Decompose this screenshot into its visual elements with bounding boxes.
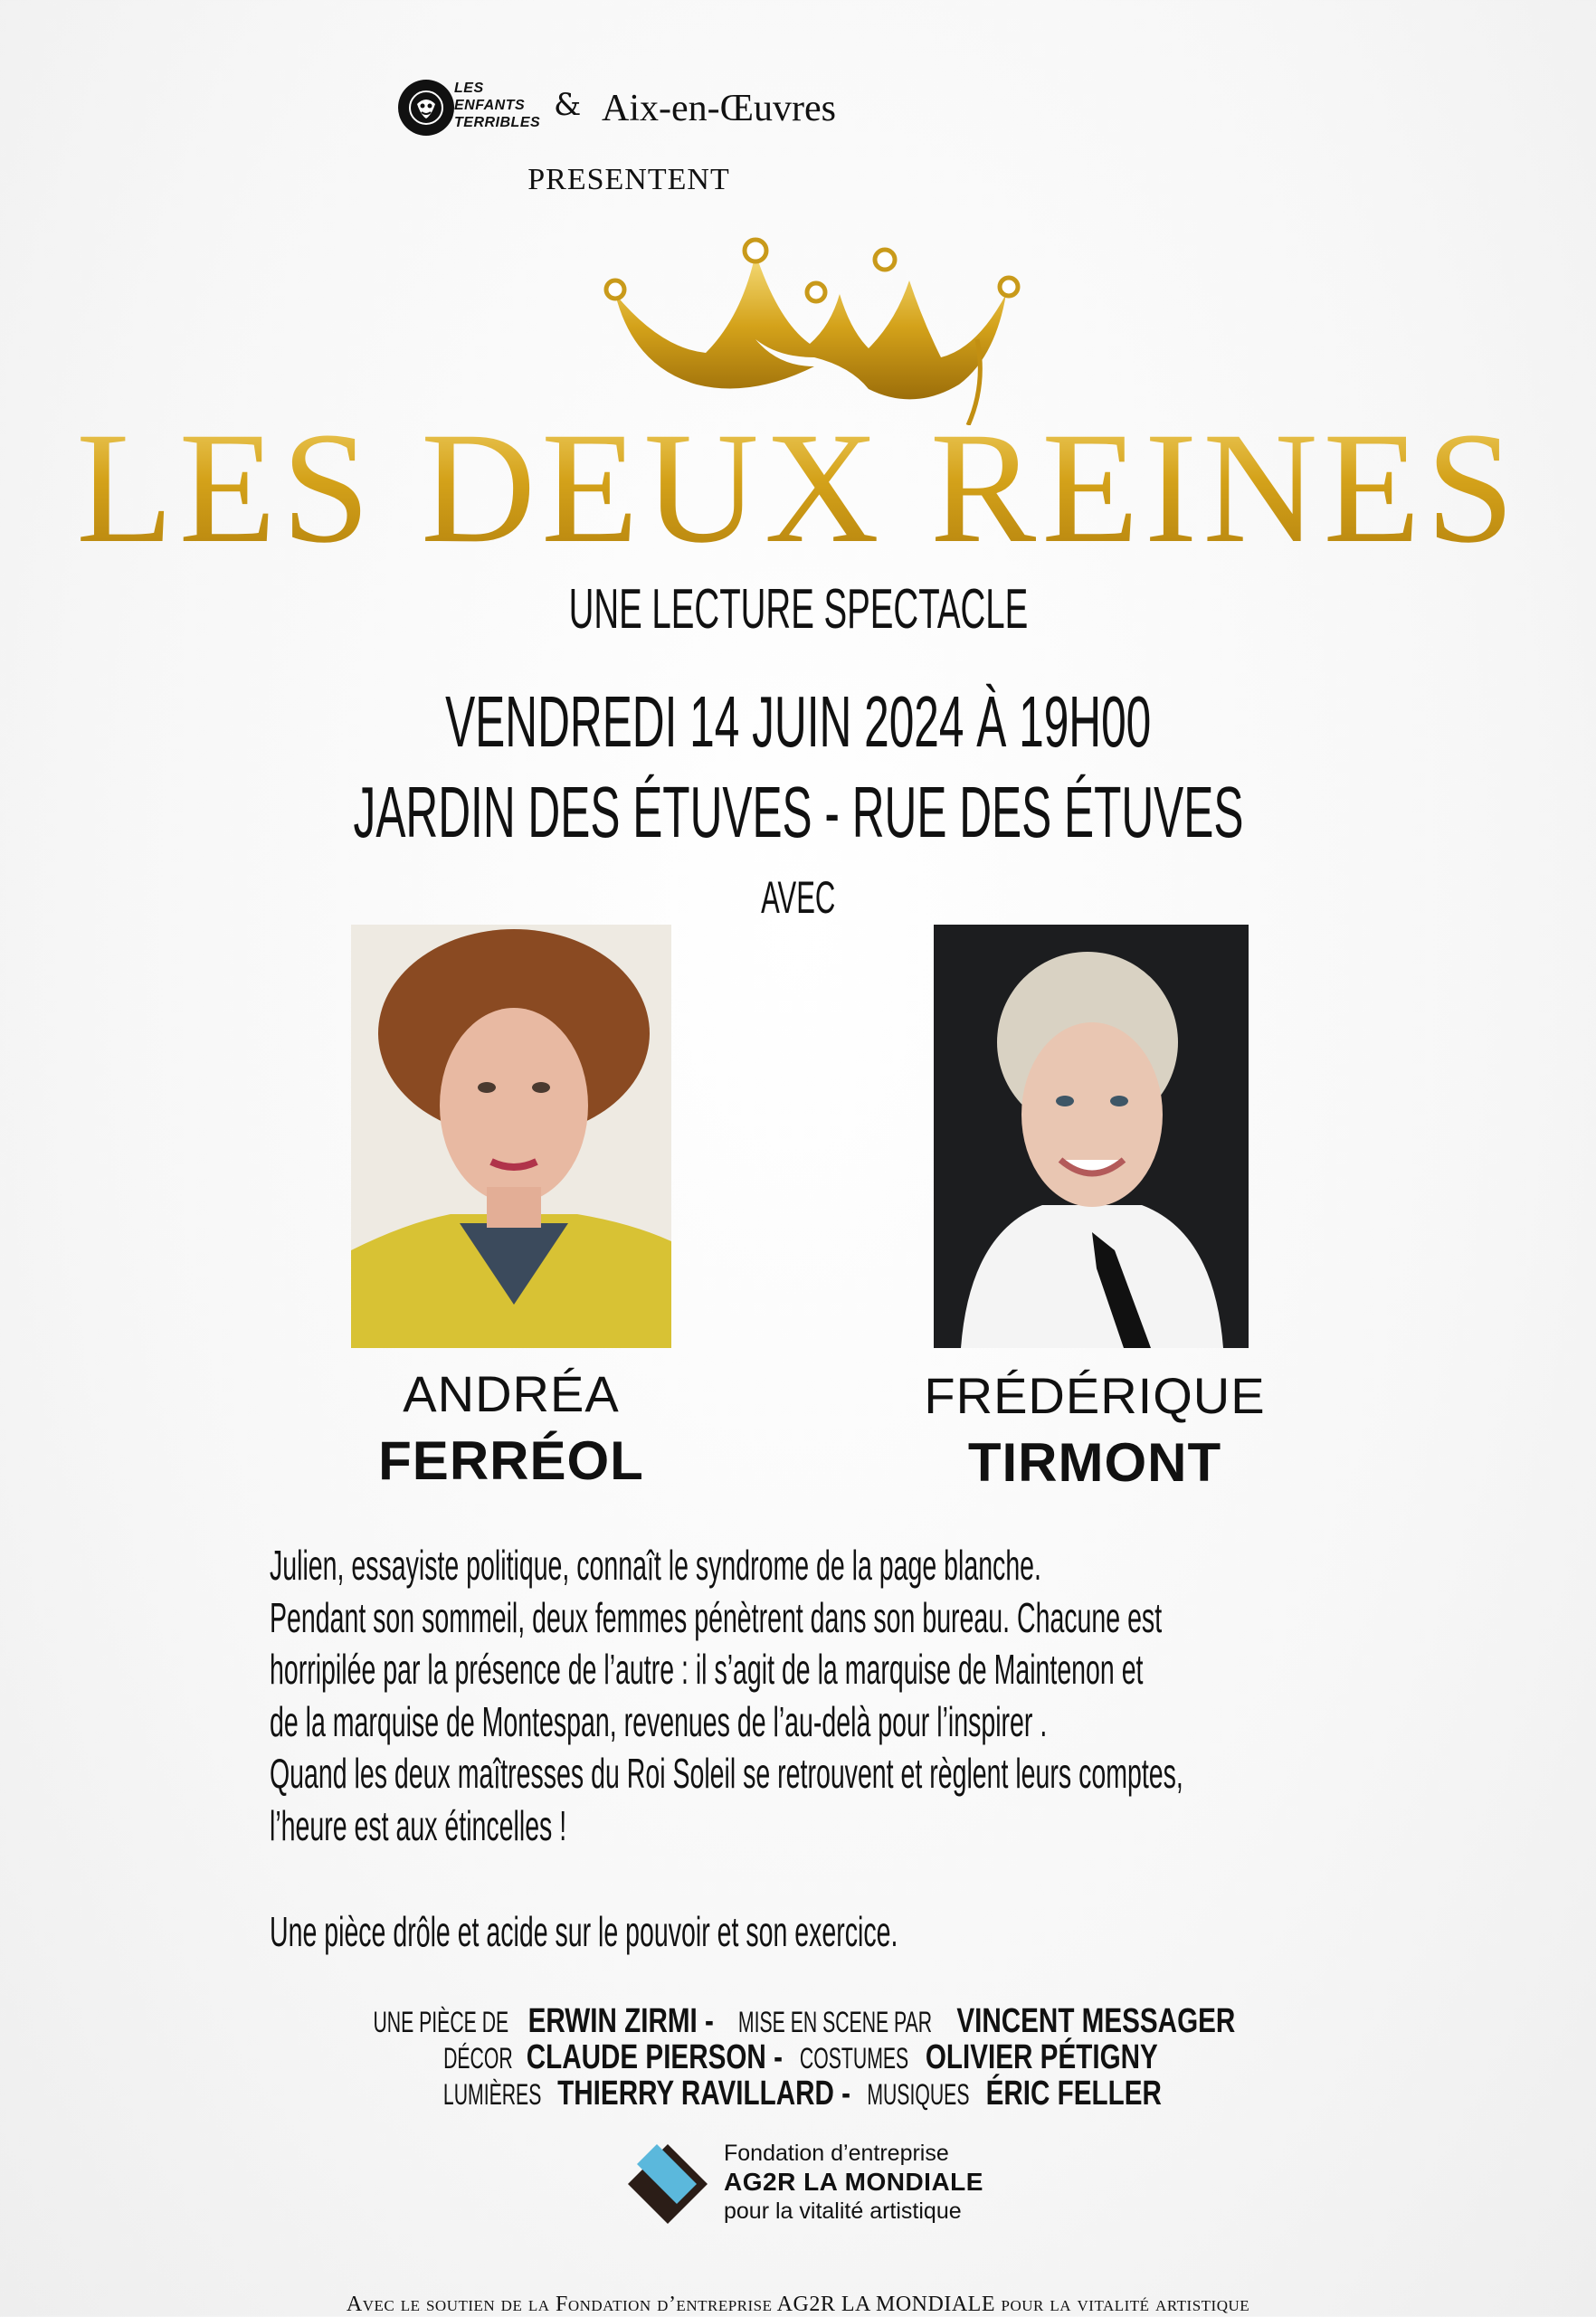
event-location: JARDIN DES ÉTUVES - RUE DES ÉTUVES <box>353 772 1243 852</box>
credits-line-decor: DÉCOR CLAUDE PIERSON - COSTUMES OLIVIER PÉTIGNY <box>443 2038 1159 2076</box>
actor-2-last-name: TIRMONT <box>967 1432 1222 1493</box>
avec-label: AVEC <box>760 872 836 923</box>
actor-1-last-name: FERRÉOL <box>378 1430 644 1491</box>
les-enfants-terribles-logo <box>398 80 454 136</box>
event-date: VENDREDI 14 JUIN 2024 À 19H00 <box>444 681 1152 762</box>
synopsis <box>270 1540 1355 1853</box>
actor-1-first-name: ANDRÉA <box>403 1365 620 1422</box>
ag2r-sponsor-text: Fondation d’entreprise AG2R LA MONDIALE pour la vitalité artistique <box>724 2141 983 2224</box>
synopsis-line: Quand les deux maîtresses du Roi Soleil se retrouvent et règlent leurs comptes, <box>270 1750 1183 1798</box>
footer-support-text: Avec le soutien de la Fondation d’entreprise AG2R LA MONDIALE pour la vitalité artistique <box>346 2293 1250 2316</box>
presentent-label: PRESENTENT <box>527 163 730 196</box>
show-title: LES DEUX REINES <box>0 398 1596 579</box>
actor-photo-frederique-tirmont <box>934 925 1249 1348</box>
ampersand: & <box>554 87 582 123</box>
credits-line-author: UNE PIÈCE DE ERWIN ZIRMI - MISE EN SCENE PAR VINCENT MESSAGER <box>373 2002 1236 2040</box>
ag2r-logo-icon <box>626 2142 709 2226</box>
synopsis-line: horripilée par la présence de l’autre : il s’agit de la marquise de Maintenon et <box>270 1646 1144 1694</box>
partner-name: Aix-en-Œuvres <box>602 88 836 129</box>
crown-icon <box>597 231 1031 425</box>
tagline: Une pièce drôle et acide sur le pouvoir et son exercice. <box>270 1908 898 1955</box>
synopsis-line: l’heure est aux étincelles ! <box>270 1801 567 1849</box>
synopsis-line: Julien, essayiste politique, connaît le syndrome de la page blanche. <box>270 1542 1041 1589</box>
synopsis-line: Pendant son sommeil, deux femmes pénètrent dans son bureau. Chacune est <box>270 1593 1163 1641</box>
synopsis-line: de la marquise de Montespan, revenues de l’au-delà pour l’inspirer . <box>270 1697 1048 1745</box>
subtitle: UNE LECTURE SPECTACLE <box>568 578 1028 641</box>
credits-line-lights: LUMIÈRES THIERRY RAVILLARD - MUSIQUES ÉRIC FELLER <box>442 2075 1162 2113</box>
mask-icon <box>406 88 446 128</box>
actor-photo-andrea-ferreol <box>351 925 671 1348</box>
les-enfants-terribles-text: LES ENFANTS TERRIBLES <box>454 81 541 130</box>
actor-2-first-name: FRÉDÉRIQUE <box>924 1367 1266 1424</box>
